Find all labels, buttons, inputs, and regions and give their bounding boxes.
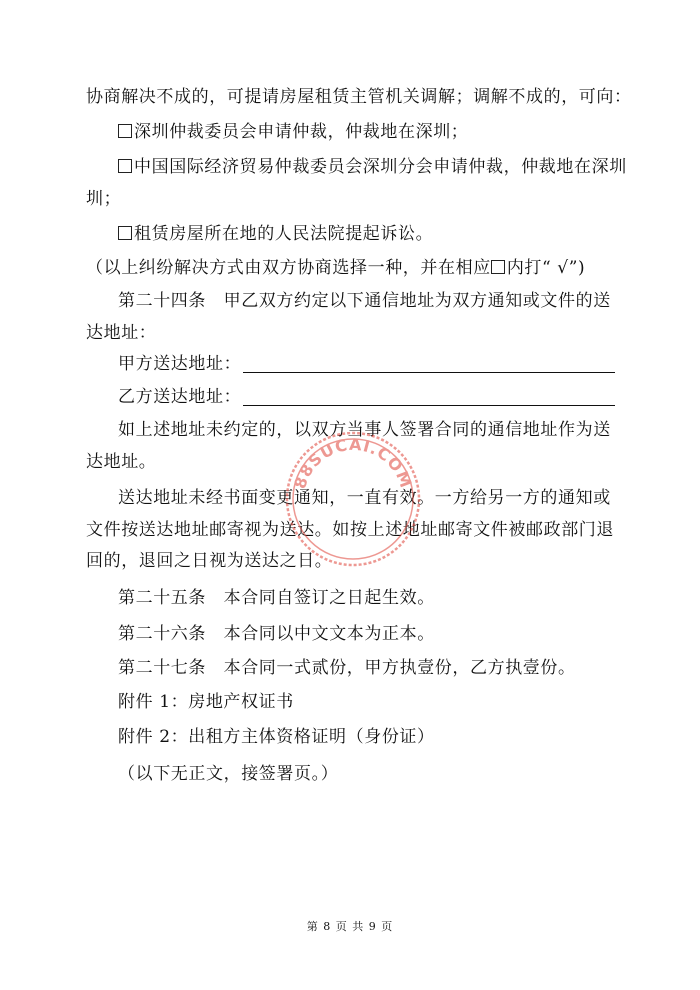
party-b-address-label: 乙方送达地址： — [118, 387, 242, 407]
party-b-address-field[interactable] — [243, 405, 615, 406]
selection-note: （以上纠纷解决方式由双方协商选择一种，并在相应 内打“ √”) — [86, 258, 586, 278]
paragraph-address-validity-3: 回的，退回之日视为送达之日。 — [86, 551, 333, 571]
watermark-stamp — [282, 428, 424, 570]
attachment-2: 附件 2：出租方主体资格证明（身份证） — [118, 727, 435, 747]
party-a-address-field[interactable] — [243, 372, 615, 373]
article-25: 第二十五条 本合同自签订之日起生效。 — [118, 588, 435, 608]
checkbox-icon[interactable] — [118, 124, 132, 138]
article-27: 第二十七条 本合同一式贰份，甲方执壹份，乙方执壹份。 — [118, 658, 576, 678]
end-of-text-note: （以下无正文，接签署页。） — [118, 764, 339, 784]
paragraph-address-validity-2: 文件按送达地址邮寄视为送达。如按上述地址邮寄文件被邮政部门退 — [86, 520, 614, 540]
paragraph-default-address: 如上述地址未约定的，以双方当事人签署合同的通信地址作为送 — [118, 420, 611, 440]
watermark-text: 88SUCAI.COM — [290, 434, 416, 492]
option-text: 中国国际经济贸易仲裁委员会深圳分会申请仲裁，仲裁地在深圳 — [134, 157, 627, 177]
party-a-address-label: 甲方送达地址： — [118, 354, 242, 374]
checkbox-icon[interactable] — [118, 159, 132, 173]
paragraph-address-validity: 送达地址未经书面变更通知，一直有效。一方给另一方的通知或 — [118, 488, 611, 508]
paragraph-default-address-continued: 达地址。 — [86, 452, 157, 472]
checkbox-icon — [491, 260, 505, 274]
option-court-litigation — [118, 223, 433, 245]
option-text: 深圳仲裁委员会申请仲裁，仲裁地在深圳； — [134, 122, 469, 142]
article-26: 第二十六条 本合同以中文文本为正本。 — [118, 624, 435, 644]
option-shenzhen-arbitration — [118, 121, 468, 143]
option-cietac-continued: 圳； — [86, 189, 122, 209]
checkbox-icon[interactable] — [118, 226, 132, 240]
page-number-footer: 第 8 页 共 9 页 — [306, 920, 394, 933]
article-24: 第二十四条 甲乙双方约定以下通信地址为双方通知或文件的送 — [118, 291, 611, 311]
paragraph-dispute-resolution: 协商解决不成的，可提请房屋租赁主管机关调解；调解不成的，可向： — [86, 87, 632, 107]
option-text: 租赁房屋所在地的人民法院提起诉讼。 — [134, 224, 434, 244]
attachment-1: 附件 1：房地产权证书 — [118, 692, 294, 712]
article-24-continued: 达地址： — [86, 323, 157, 343]
option-cietac-arbitration — [118, 156, 627, 178]
